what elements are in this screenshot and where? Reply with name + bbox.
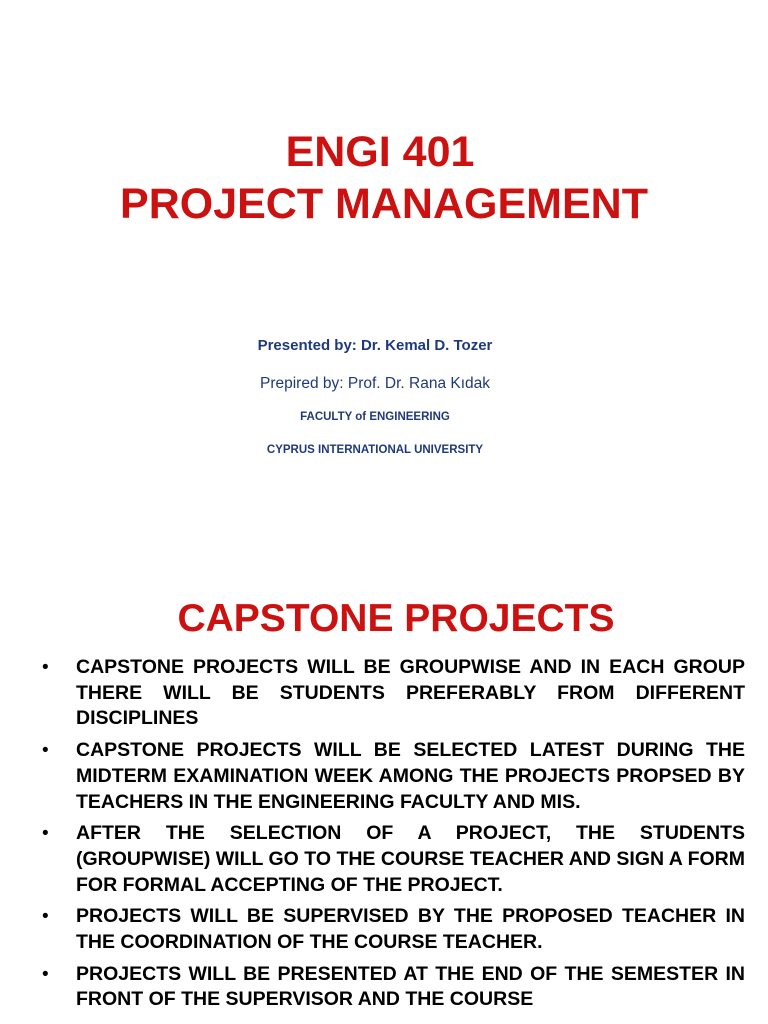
bullet-text: AFTER THE SELECTION OF A PROJECT, THE STUDENTS (GROUPWISE) WILL GO TO THE COURSE TEACHER AND SIGN A FORM FOR FORMAL ACCEPTING OF THE PROJECT. [76, 822, 745, 896]
section-title: CAPSTONE PROJECTS [177, 597, 615, 640]
bullet-list [42, 655, 745, 1019]
bullet-icon: • [42, 823, 49, 845]
bullet-text: CAPSTONE PROJECTS WILL BE GROUPWISE AND IN EACH GROUP THERE WILL BE STUDENTS PREFERABLY FROM DIFFERENT DISCIPLINES [76, 656, 745, 730]
capstone-slide [0, 560, 768, 1024]
bullet-text: PROJECTS WILL BE SUPERVISED BY THE PROPOSED TEACHER IN THE COORDINATION OF THE COURSE TEACHER. [76, 905, 745, 954]
bullet-item [42, 904, 745, 955]
bullet-text: CAPSTONE PROJECTS WILL BE SELECTED LATEST DURING THE MIDTERM EXAMINATION WEEK AMONG THE PROJECTS PROPSED BY TEACHERS IN THE ENGINEERING FACULTY AND MIS. [76, 739, 745, 813]
bullet-item [42, 655, 745, 732]
course-name-title: PROJECT MANAGEMENT [120, 180, 648, 228]
preparer-line: Prepired by: Prof. Dr. Rana Kıdak [259, 375, 491, 392]
bullet-item [42, 962, 745, 1013]
presenter-line: Presented by: Dr. Kemal D. Tozer [257, 337, 493, 354]
university-line: CYPRUS INTERNATIONAL UNIVERSITY [266, 444, 484, 456]
bullet-item [42, 738, 745, 815]
bullet-icon: • [42, 657, 49, 678]
bullet-item [42, 821, 745, 898]
bullet-icon: • [42, 963, 49, 985]
bullet-text: PROJECTS WILL BE PRESENTED AT THE END OF THE SEMESTER IN FRONT OF THE SUPERVISOR AND THE COURSE [76, 962, 745, 1011]
bullet-icon: • [42, 740, 49, 762]
faculty-line: FACULTY of ENGINEERING [300, 411, 450, 423]
bullet-icon: • [42, 906, 49, 928]
course-code-title: ENGI 401 [285, 128, 475, 176]
